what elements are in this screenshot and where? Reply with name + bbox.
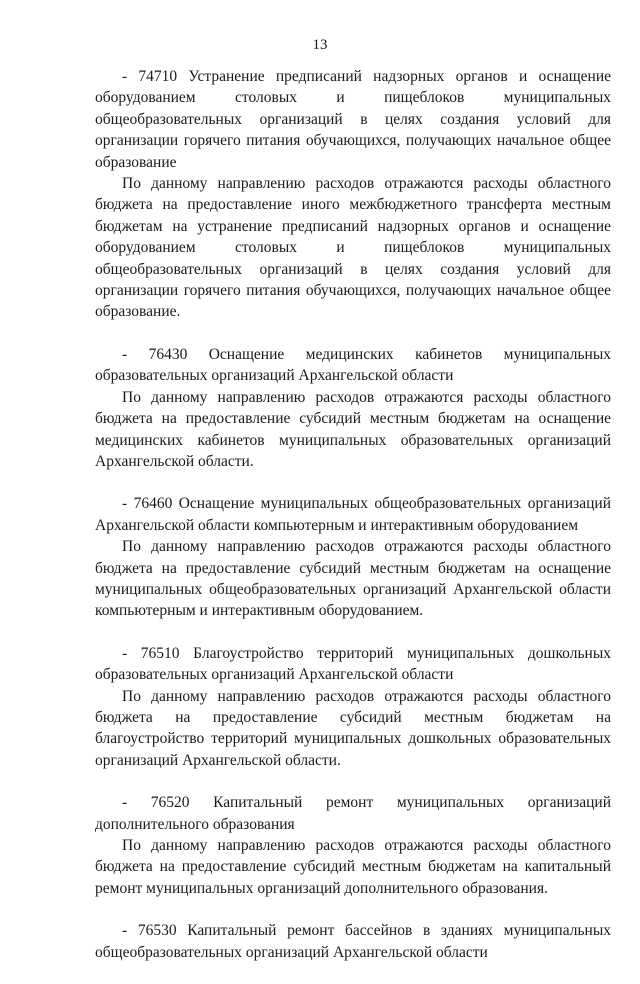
expense-item-76430	[95, 344, 611, 472]
document-body	[95, 66, 611, 984]
page-number: 13	[312, 37, 328, 53]
item-title: - 76430 Оснащение медицинских кабинетов муниципальных образовательных организаций Архангельской области	[95, 345, 611, 385]
expense-item-76510	[95, 643, 611, 771]
item-title: - 76530 Капитальный ремонт бассейнов в зданиях муниципальных общеобразовательных организаций Архангельской области	[95, 922, 611, 961]
item-title: - 76460 Оснащение муниципальных общеобразовательных организаций Архангельской области компьютерным и интерактивным оборудованием	[95, 495, 611, 534]
expense-item-76460	[95, 493, 611, 621]
item-description: По данному направлению расходов отражаются расходы областного бюджета на предоставление субсидий местным бюджетам на капитальный ремонт муниципальных организаций дополнительного образования.	[95, 837, 611, 897]
item-title: - 76520 Капитальный ремонт муниципальных организаций дополнительного образования	[95, 794, 611, 833]
expense-item-76520	[95, 792, 611, 899]
expense-item-76530	[95, 920, 611, 963]
expense-item-74710	[95, 66, 611, 323]
item-description: По данному направлению расходов отражаются расходы областного бюджета на предоставление субсидий местным бюджетам на оснащение муниципальных общеобразовательных организаций Архангельской области компьютерным и интерактивным оборудованием.	[95, 538, 611, 620]
item-title: - 74710 Устранение предписаний надзорных органов и оснащение оборудованием столовых и пищеблоков муниципальных общеобразовательных организаций в целях создания условий для организации горячего питания обучающихся, получающих начальное общее образование	[95, 68, 611, 171]
item-description: По данному направлению расходов отражаются расходы областного бюджета на предоставление иного межбюджетного трансферта местным бюджетам на устранение предписаний надзорных органов и оснащение оборудованием столовых и пищеблоков муниципальных общеобразовательных организаций в целях создания условий для организации горячего питания обучающихся, получающих начальное общее образование.	[95, 175, 611, 321]
item-description: По данному направлению расходов отражаются расходы областного бюджета на предоставление субсидий местным бюджетам на оснащение медицинских кабинетов муниципальных образовательных организаций Архангельской области.	[95, 388, 611, 470]
item-description: По данному направлению расходов отражаются расходы областного бюджета на предоставление субсидий местным бюджетам на благоустройство территорий муниципальных дошкольных образовательных организаций Архангельской области.	[95, 687, 611, 769]
item-title: - 76510 Благоустройство территорий муниципальных дошкольных образовательных организаций Архангельской области	[95, 644, 611, 684]
